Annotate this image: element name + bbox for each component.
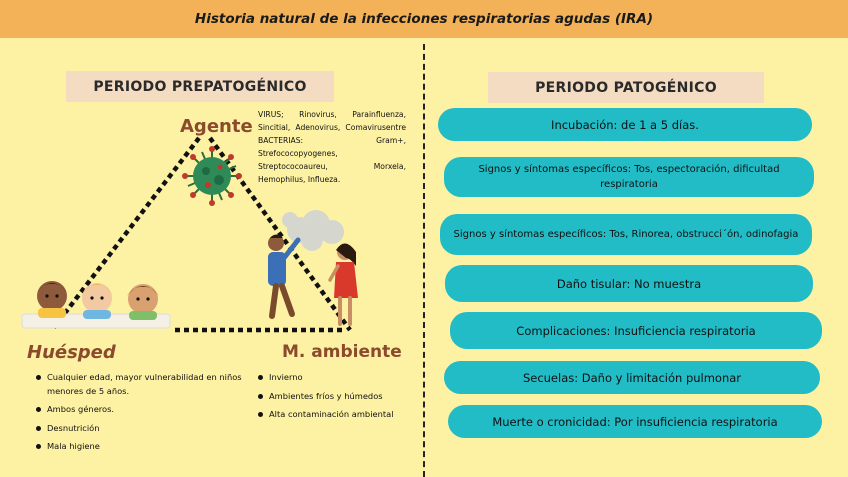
list-item: Ambos géneros. [34,403,244,417]
ambiente-list [256,371,426,427]
woman-coughing [330,243,358,324]
triangle-left-edge [52,138,199,330]
coughing-people-illustration [268,210,358,324]
stage-complications: Complicaciones: Insuficiencia respiratoria [450,312,822,349]
huesped-list [34,371,244,459]
child-2 [81,283,113,319]
stage-sequelae: Secuelas: Daño y limitación pulmonar [444,361,820,394]
stage-incubation: Incubación: de 1 a 5 días. [438,108,812,141]
list-item: Alta contaminación ambiental [256,408,426,422]
man-coughing [268,235,298,317]
child-3 [127,284,159,320]
agente-description: VIRUS; Rinovirus, Parainfluenza, Sincitial, Adenovirus, Comavirusentre BACTERIAS: Gram+, Strefococopyogenes, Streptococoaureu, Morxela, Hemophilus, Influeza. [258,110,406,184]
children-illustration [22,281,170,328]
stage-death-chronicity: Muerte o cronicidad: Por insuficiencia respiratoria [448,405,822,438]
prepatogenic-header: PERIODO PREPATOGÉNICO [66,71,334,102]
huesped-heading: Huésped [27,342,116,363]
list-item: Mala higiene [34,440,244,454]
stage-signs-2: Signos y síntomas específicos: Tos, Rinorea, obstrucci´ón, odinofagia [440,214,812,255]
list-item: Cualquier edad, mayor vulnerabilidad en niños menores de 5 años. [34,371,244,398]
stage-signs-1: Signos y síntomas específicos: Tos, espectoración, dificultad respiratoria [444,157,814,197]
ambiente-heading: M. ambiente [282,342,402,362]
virus-icon [182,146,242,206]
list-item: Ambientes fríos y húmedos [256,390,426,404]
stage-tissue-damage: Daño tisular: No muestra [445,265,813,302]
patogenic-header: PERIODO PATOGÉNICO [488,72,764,103]
list-item: Desnutrición [34,422,244,436]
child-1 [37,281,67,318]
agente-heading: Agente [180,116,253,137]
list-item: Invierno [256,371,426,385]
page-title: Historia natural de la infecciones respiratorias agudas (IRA) [194,11,654,27]
